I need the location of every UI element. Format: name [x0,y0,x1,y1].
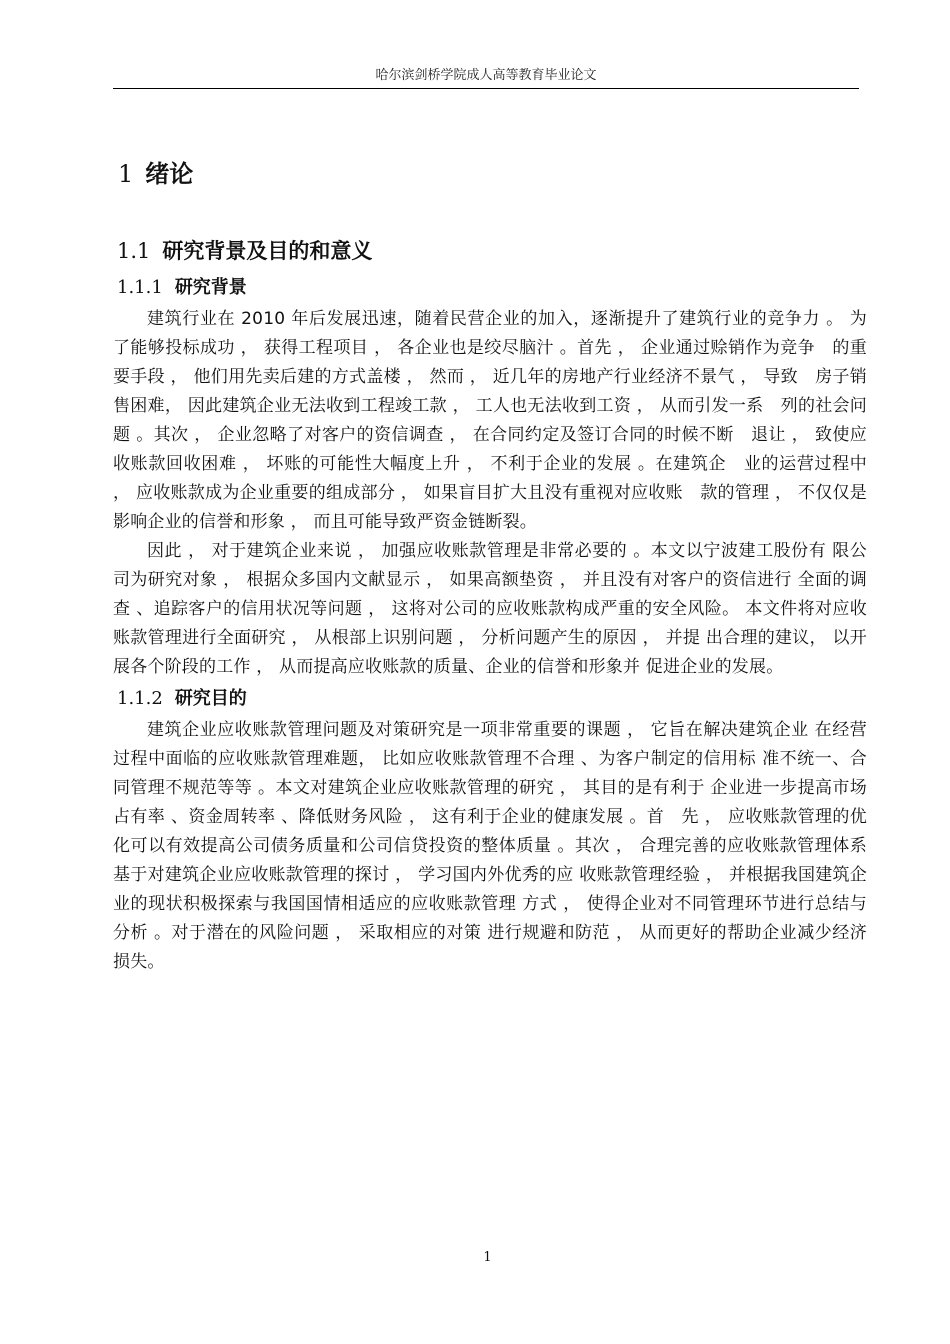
subsection-number: 1.1.2 [117,688,163,709]
subsection-title: 研究背景 [174,277,247,298]
section-number: 1.1 [117,239,151,263]
section-heading [113,233,867,269]
chapter-heading [113,150,867,198]
subsection-title: 研究目的 [174,688,247,709]
chapter-number: 1 [118,160,134,188]
header-rule [113,88,859,89]
document-body [113,150,867,977]
subsection-number: 1.1.1 [117,277,163,298]
body-paragraph: 建筑企业应收账款管理问题及对策研究是一项非常重要的课题 ， 它旨在解决建筑企业 在经营过程中面临的应收账款管理难题， 比如应收账款管理不合理 、为客户制定的信用标 准不统一、合同管理不规范等等 。本文对建筑企业应收账款管理的研究 ， 其目的是有利于 企业进一步提高市场占有率 、资金周转率 、降低财务风险 ， 这有利于企业的健康发展 。首 先 ， 应收账款管理的优化可以有效提高公司债务质量和公司信贷投资的整体质量 。其次 ， 合理完善的应收账款管理体系基于对建筑企业应收账款管理的探讨 ， 学习国内外优秀的应 收账款管理经验 ， 并根据我国建筑企业的现状积极探索与我国国情相适应的应收账款管理 方式 ， 使得企业对不同管理环节进行总结与分析 。对于潜在的风险问题 ， 采取相应的对策 进行规避和防范 ， 从而更好的帮助企业减少经济损失。 [113,720,867,972]
body-paragraph: 建筑行业在 2010 年后发展迅速，随着民营企业的加入，逐渐提升了建筑行业的竞争力 。 为了能够投标成功 ， 获得工程项目 ， 各企业也是绞尽脑汁 。首先 ， 企业通过赊销作为竞争 的重要手段 ， 他们用先卖后建的方式盖楼 ， 然而 ， 近几年的房地产行业经济不景气 ， 导致 房子销售困难， 因此建筑企业无法收到工程竣工款 ， 工人也无法收到工资 ， 从而引发一系 列的社会问题 。其次 ， 企业忽略了对客户的资信调查 ， 在合同约定及签订合同的时候不断 退让 ， 致使应收账款回收困难 ， 坏账的可能性大幅度上升 ， 不利于企业的发展 。在建筑企 业的运营过程中 ， 应收账款成为企业重要的组成部分 ， 如果盲目扩大且没有重视对应收账 款的管理 ， 不仅仅是影响企业的信誉和形象 ， 而且可能导致严资金链断裂。 [113,309,867,532]
section-title: 研究背景及目的和意义 [162,239,373,263]
page-number: 1 [483,1250,492,1265]
subsection-heading-purpose [113,682,867,716]
subsection-heading-background [113,271,867,305]
body-paragraph: 因此 ， 对于建筑企业来说 ， 加强应收账款管理是非常必要的 。本文以宁波建工股份有 限公司为研究对象 ， 根据众多国内文献显示 ， 如果高额垫资 ， 并且没有对客户的资信进行 全面的调查 、追踪客户的信用状况等问题 ， 这将对公司的应收账款构成严重的安全风险。 本文件将对应收账款管理进行全面研究 ， 从根部上识别问题 ， 分析问题产生的原因 ， 并提 出合理的建议， 以开展各个阶段的工作 ， 从而提高应收账款的质量、企业的信誉和形象并 促进企业的发展。 [113,541,867,677]
page-header: 哈尔滨剑桥学院成人高等教育毕业论文 [375,68,597,83]
chapter-title: 绪论 [145,160,194,188]
